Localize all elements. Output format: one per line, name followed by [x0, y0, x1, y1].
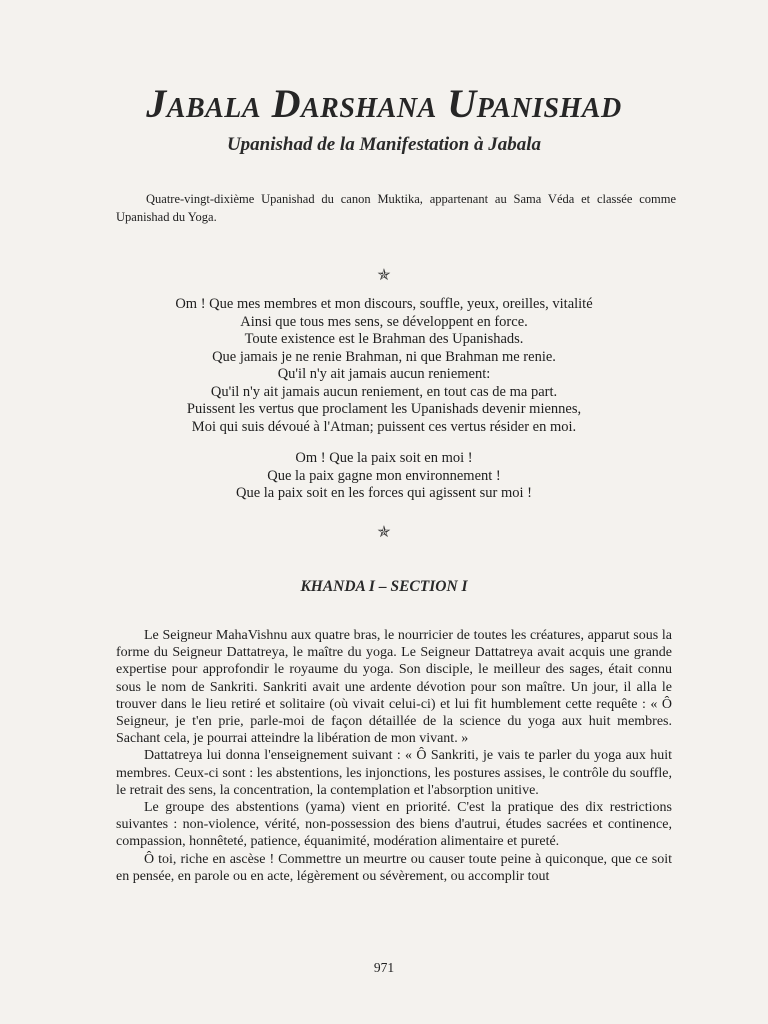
star-separator-icon: ✯ [377, 267, 391, 284]
verse-line: Qu'il n'y ait jamais aucun reniement, en tout cas de ma part. [210, 383, 558, 400]
document-title: Jabala Darshana Upanishad [146, 81, 622, 126]
verse-line: Qu'il n'y ait jamais aucun reniement: [277, 366, 491, 382]
section-heading: KHANDA I – SECTION I [300, 578, 468, 595]
invocation-verse [0, 296, 768, 436]
verse-line: Que la paix gagne mon environnement ! [267, 467, 501, 484]
verse-line: Que la paix soit en les forces qui agissent sur moi ! [236, 485, 532, 501]
verse-line: Que jamais je ne renie Brahman, ni que Brahman me renie. [212, 348, 556, 365]
verse-line: Om ! Que la paix soit en moi ! [295, 450, 473, 466]
peace-verse [0, 450, 768, 503]
verse-line: Toute existence est le Brahman des Upanishads. [244, 331, 524, 347]
verse-line: Moi qui suis dévoué à l'Atman; puissent ces vertus résider en moi. [191, 418, 577, 435]
body-paragraph: Dattatreya lui donna l'enseignement suivant : « Ô Sankriti, je vais te parler du yoga aux huit membres. Ceux-ci sont : les abstentions, les injonctions, les postures assises, le contrôle du souffle, le retrait des sens, la concentration, la contemplation et l'absorption unitive. [116, 748, 672, 798]
verse-line: Puissent les vertus que proclament les Upanishads devenir miennes, [186, 401, 582, 417]
verse-line: Om ! Que mes membres et mon discours, souffle, yeux, oreilles, vitalité [175, 296, 593, 312]
document-subtitle: Upanishad de la Manifestation à Jabala [226, 134, 542, 155]
star-separator-icon: ✯ [377, 524, 391, 541]
body-paragraph: Ô toi, riche en ascèse ! Commettre un meurtre ou causer toute peine à quiconque, que ce soit en pensée, en parole ou en acte, légèrement ou sévèrement, ou accomplir tout [116, 851, 672, 884]
intro-paragraph: Quatre-vingt-dixième Upanishad du canon Muktika, appartenant au Sama Véda et classée comme Upanishad du Yoga. [116, 192, 676, 224]
page-number: 971 [373, 960, 395, 975]
body-paragraph: Le groupe des abstentions (yama) vient en priorité. C'est la pratique des dix restrictions suivantes : non-violence, vérité, non-possession des biens d'autrui, études sacrées et continence, compassion, honnêteté, patience, équanimité, modération alimentaire et pureté. [116, 800, 672, 850]
body-paragraph: Le Seigneur MahaVishnu aux quatre bras, le nourricier de toutes les créatures, apparut sous la forme du Seigneur Dattatreya, le maître du yoga. Le Seigneur Dattatreya avait acquis une grande expertise pour approfondir le royaume du yoga. Son disciple, le meilleur des sages, était connu sous le nom de Sankriti. Sankriti avait une ardente dévotion pour son maître. Un jour, il alla le trouver dans le lieu retiré et solitaire (où vivait celui-ci) et lui fit humblement cette requête : « Ô Seigneur, je t'en prie, parle-moi de façon détaillée de la science du yoga aux huit membres. Sachant cela, je pourrai atteindre la libération de mon vivant. » [116, 628, 672, 747]
body-text [116, 627, 672, 885]
verse-line: Ainsi que tous mes sens, se développent en force. [240, 313, 528, 330]
